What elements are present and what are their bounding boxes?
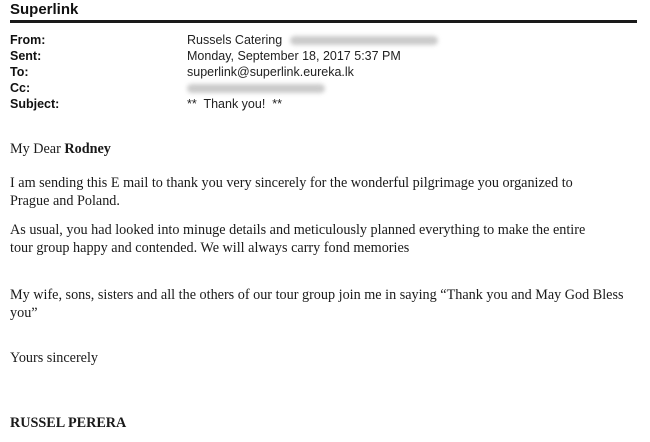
from-row [10, 33, 640, 49]
to-value: superlink@superlink.eureka.lk [187, 65, 354, 79]
redacted-cc-email [187, 84, 325, 93]
paragraph-2-line-1: As usual, you had looked into minuge details and meticulously planned everything to make the entire [10, 222, 586, 238]
greeting-prefix: My Dear [10, 141, 65, 157]
brand-title: Superlink [10, 1, 79, 18]
paragraph-1 [10, 174, 635, 210]
greeting [10, 140, 635, 158]
redacted-from-email [290, 36, 438, 45]
from-name: Russels Catering [187, 33, 283, 47]
sent-row [10, 49, 640, 65]
cc-value [187, 81, 325, 95]
cc-label: Cc: [10, 81, 31, 95]
to-label: To: [10, 65, 29, 79]
from-label: From: [10, 33, 46, 47]
paragraph-1-line-2: Prague and Poland. [10, 193, 120, 209]
to-row [10, 65, 640, 81]
sent-label: Sent: [10, 49, 42, 63]
paragraph-1-line-1: I am sending this E mail to thank you very sincerely for the wonderful pilgrimage you organized to [10, 175, 573, 191]
email-header [10, 33, 640, 113]
cc-row [10, 81, 640, 97]
from-value [187, 33, 438, 47]
closing: Yours sincerely [10, 350, 99, 366]
paragraph-3-line-2: you” [10, 305, 38, 321]
header-divider [10, 20, 637, 23]
sent-value: Monday, September 18, 2017 5:37 PM [187, 49, 401, 63]
subject-row [10, 97, 640, 113]
paragraph-3-line-1: My wife, sons, sisters and all the others of our tour group join me in saying “Thank you and May God Bless [10, 287, 624, 303]
paragraph-2-line-2: tour group happy and contended. We will always carry fond memories [10, 240, 410, 256]
greeting-name: Rodney [64, 141, 111, 157]
signature: RUSSEL PERERA [10, 415, 127, 431]
subject-value: ** Thank you! ** [187, 97, 282, 111]
paragraph-2 [10, 221, 635, 257]
subject-label: Subject: [10, 97, 60, 111]
paragraph-3 [10, 286, 635, 322]
